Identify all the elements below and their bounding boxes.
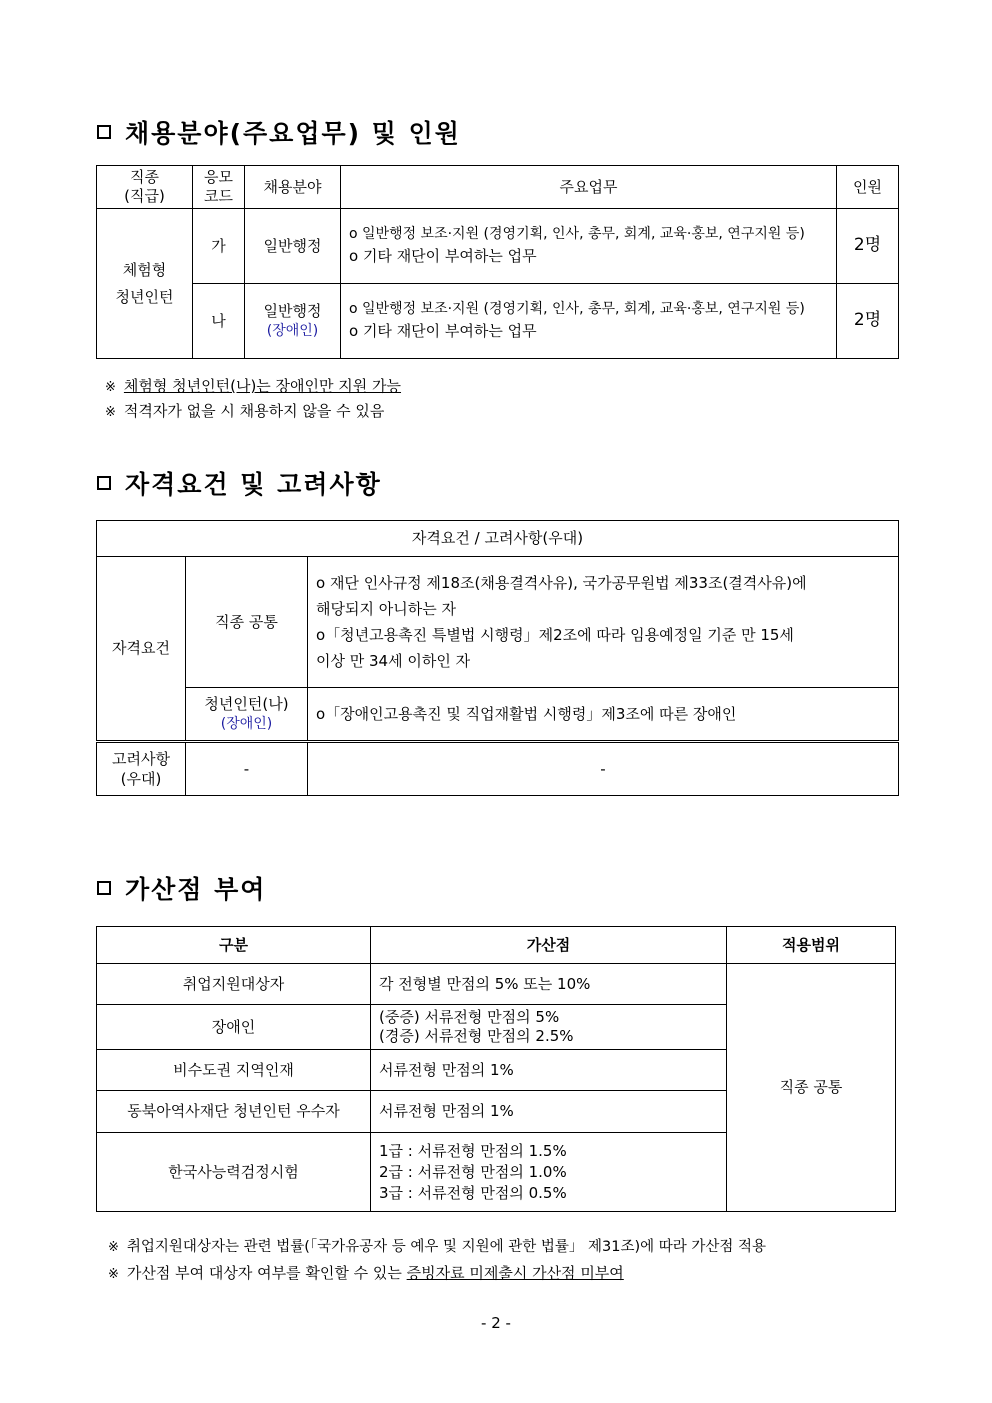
code-cell: 가	[193, 209, 245, 284]
category-cell: 동북아역사재단 청년인턴 우수자	[97, 1091, 371, 1133]
scope-cell: 직종 공통	[727, 964, 896, 1212]
common-label: 직종 공통	[186, 557, 308, 688]
section2-title: 자격요건 및 고려사항	[125, 470, 382, 499]
field-label: 일반행정	[263, 301, 322, 320]
note-text: 체험형 청년인턴(나)는 장애인만 지원 가능	[123, 377, 402, 395]
qualification-table	[96, 520, 899, 796]
checkbox-square-icon	[97, 881, 111, 895]
duties-cell	[341, 209, 837, 284]
intern-sub-label: (장애인)	[220, 715, 273, 732]
preference-middle: -	[186, 742, 308, 796]
count-cell: 2명	[837, 209, 899, 284]
note-3	[108, 1235, 766, 1256]
preference-label: 고려사항 (우대)	[97, 742, 186, 796]
section3-title: 가산점 부여	[125, 875, 267, 904]
job-type-cell: 체험형 청년인턴	[97, 209, 193, 359]
note-4	[108, 1262, 624, 1283]
header-job-type: 직종 (직급)	[97, 166, 193, 209]
bonus-points-table	[96, 926, 896, 1212]
intern-label: 청년인턴(나)	[204, 694, 289, 713]
qualification-label: 자격요건	[97, 557, 186, 742]
header-duties: 주요업무	[341, 166, 837, 209]
field-cell	[245, 284, 341, 359]
count-cell: 2명	[837, 284, 899, 359]
section3-heading	[97, 870, 266, 906]
duty-item: o 기타 재단이 부여하는 업무	[349, 322, 537, 341]
intern-requirement: o「장애인고용촉진 및 직업재활법 시행령」제3조에 따른 장애인	[308, 688, 899, 742]
header-count: 인원	[837, 166, 899, 209]
section1-heading	[97, 114, 461, 150]
points-cell: (중증) 서류전형 만점의 5% (경증) 서류전형 만점의 2.5%	[371, 1005, 727, 1050]
page-number: - 2 -	[481, 1314, 511, 1332]
points-cell: 서류전형 만점의 1%	[371, 1091, 727, 1133]
header-field: 채용분야	[245, 166, 341, 209]
table-row	[97, 209, 899, 284]
section1-title: 채용분야(주요업무) 및 인원	[125, 119, 461, 148]
points-cell: 각 전형별 만점의 5% 또는 10%	[371, 964, 727, 1005]
header-points: 가산점	[371, 927, 727, 964]
note-1	[105, 375, 401, 396]
header-scope: 적용범위	[727, 927, 896, 964]
qualification-header: 자격요건 / 고려사항(우대)	[97, 521, 899, 557]
reference-mark-icon: ※	[105, 405, 116, 420]
duty-item: o 기타 재단이 부여하는 업무	[349, 247, 537, 266]
note-text: 취업지원대상자는 관련 법률(「국가유공자 등 예우 및 지원에 관한 법률」 제31조)에 따라 가산점 적용	[126, 1239, 766, 1255]
requirement-item: o「청년고용촉진 특별법 시행령」제2조에 따라 임용예정일 기준 만 15세 이상 만 34세 이하인 자	[316, 626, 794, 671]
requirement-item: o 재단 인사규정 제18조(채용결격사유), 국가공무원법 제33조(결격사유)에 해당되지 아니하는 자	[316, 573, 807, 618]
note-2	[105, 400, 384, 421]
table-row	[97, 964, 896, 1005]
section2-heading	[97, 465, 382, 501]
header-category: 구분	[97, 927, 371, 964]
category-cell: 한국사능력검정시험	[97, 1133, 371, 1212]
intern-label-cell	[186, 688, 308, 742]
duties-cell	[341, 284, 837, 359]
table-row	[97, 284, 899, 359]
note-text: 적격자가 없을 시 채용하지 않을 수 있음	[123, 402, 385, 420]
category-cell: 취업지원대상자	[97, 964, 371, 1005]
field-label: 일반행정	[263, 236, 322, 255]
points-cell: 서류전형 만점의 1%	[371, 1050, 727, 1091]
recruitment-table	[96, 165, 899, 359]
header-code: 응모 코드	[193, 166, 245, 209]
reference-mark-icon: ※	[108, 1240, 119, 1255]
common-requirements	[308, 557, 899, 688]
category-cell: 비수도권 지역인재	[97, 1050, 371, 1091]
checkbox-square-icon	[97, 476, 111, 490]
field-cell	[245, 209, 341, 284]
code-cell: 나	[193, 284, 245, 359]
note-text: 가산점 부여 대상자 여부를 확인할 수 있는	[126, 1264, 407, 1282]
field-sub-label: (장애인)	[266, 322, 319, 339]
duty-item: o 일반행정 보조·지원 (경영기획, 인사, 총무, 회계, 교육·홍보, 연구지원 등)	[349, 300, 805, 317]
points-cell: 1급 : 서류전형 만점의 1.5% 2급 : 서류전형 만점의 1.0% 3급 : 서류전형 만점의 0.5%	[371, 1133, 727, 1212]
category-cell: 장애인	[97, 1005, 371, 1050]
preference-content: -	[308, 742, 899, 796]
duty-item: o 일반행정 보조·지원 (경영기획, 인사, 총무, 회계, 교육·홍보, 연구지원 등)	[349, 225, 805, 242]
checkbox-square-icon	[97, 125, 111, 139]
reference-mark-icon: ※	[108, 1267, 119, 1282]
reference-mark-icon: ※	[105, 380, 116, 395]
note-text-underlined: 증빙자료 미제출시 가산점 미부여	[406, 1264, 624, 1282]
